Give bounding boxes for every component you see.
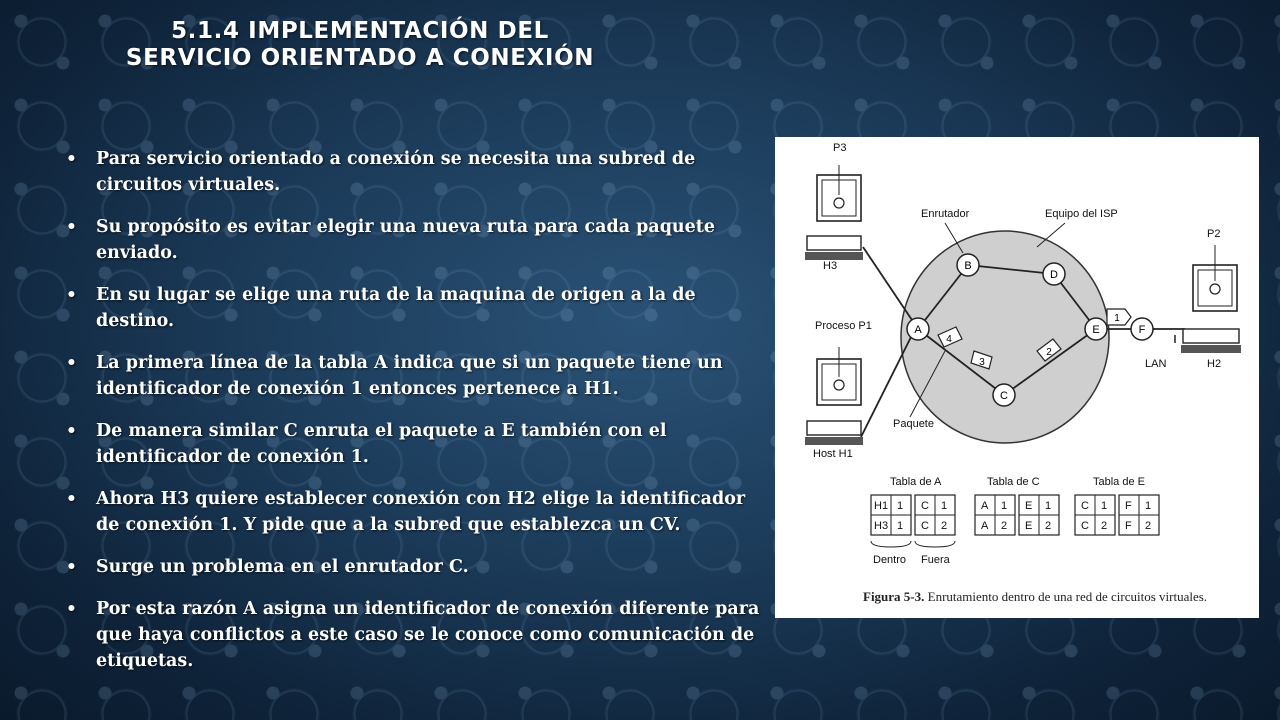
computer-p2 — [1181, 245, 1241, 353]
svg-text:4: 4 — [946, 334, 952, 345]
svg-text:Dentro: Dentro — [873, 554, 907, 566]
computer-p1 — [805, 347, 863, 445]
bullet-item: • Su propósito es evitar elegir una nueva ruta para cada paquete enviado. — [66, 217, 716, 263]
svg-text:Enrutador: Enrutador — [921, 208, 970, 220]
svg-text:Equipo del ISP: Equipo del ISP — [1045, 208, 1118, 220]
routing-tables — [871, 476, 1159, 566]
svg-text:1: 1 — [897, 520, 904, 532]
svg-text:E: E — [1025, 520, 1033, 532]
network-diagram — [775, 137, 1259, 618]
isp-cloud — [901, 231, 1109, 443]
figure-caption: Figura 5-3. Enrutamiento dentro de una red de circuitos virtuales. — [863, 589, 1208, 604]
router-f — [1131, 318, 1153, 340]
svg-text:Tabla de A: Tabla de A — [890, 476, 942, 488]
svg-text:1: 1 — [1145, 500, 1152, 512]
svg-text:P3: P3 — [833, 142, 847, 154]
svg-text:2: 2 — [1046, 347, 1052, 358]
svg-text:E: E — [1092, 324, 1100, 336]
svg-text:C: C — [1000, 390, 1008, 402]
router-a — [907, 318, 929, 340]
router-d — [1043, 263, 1065, 285]
svg-text:H3: H3 — [874, 520, 889, 532]
bullet-item: • Para servicio orientado a conexión se necesita una subred de circuitos virtuales. — [66, 149, 696, 195]
bullet-item: • Surge un problema en el enrutador C. — [66, 557, 469, 577]
bullet-item: • Ahora H3 quiere establecer conexión con H2 elige la identificador de conexión 1. Y pide que a la subred que establezca un CV. — [66, 489, 746, 535]
svg-text:Tabla de E: Tabla de E — [1093, 476, 1145, 488]
svg-text:LAN: LAN — [1145, 358, 1167, 370]
svg-text:A: A — [914, 324, 922, 336]
table-e — [1075, 476, 1159, 535]
svg-text:1: 1 — [1045, 500, 1052, 512]
svg-text:2: 2 — [1045, 520, 1052, 532]
svg-text:Fuera: Fuera — [921, 554, 950, 566]
title-line-1: 5.1.4 IMPLEMENTACIÓN DEL — [171, 18, 549, 44]
computer-p3 — [805, 165, 863, 260]
svg-text:1: 1 — [897, 500, 904, 512]
router-c — [993, 384, 1015, 406]
svg-text:E: E — [1025, 500, 1033, 512]
svg-text:H1: H1 — [874, 500, 889, 512]
svg-text:2: 2 — [941, 520, 948, 532]
svg-text:F: F — [1138, 324, 1146, 336]
svg-text:2: 2 — [1101, 520, 1108, 532]
svg-text:Paquete: Paquete — [893, 418, 934, 430]
svg-text:Proceso P1: Proceso P1 — [815, 320, 872, 332]
svg-text:B: B — [964, 260, 972, 272]
svg-text:D: D — [1050, 269, 1058, 281]
svg-text:P2: P2 — [1207, 228, 1221, 240]
svg-text:2: 2 — [1001, 520, 1008, 532]
svg-text:1: 1 — [941, 500, 948, 512]
svg-text:C: C — [921, 520, 929, 532]
svg-text:1: 1 — [1114, 313, 1120, 324]
router-b — [957, 254, 979, 276]
svg-text:2: 2 — [1145, 520, 1152, 532]
svg-text:C: C — [1081, 500, 1089, 512]
bullet-item: • De manera similar C enruta el paquete a E también con el identificador de conexión 1. — [66, 421, 667, 467]
table-a — [871, 476, 955, 566]
network-figure — [775, 137, 1259, 618]
bullet-list — [64, 146, 764, 690]
svg-text:A: A — [981, 520, 989, 532]
slide-title — [95, 18, 625, 72]
svg-text:A: A — [981, 500, 989, 512]
svg-text:H2: H2 — [1207, 358, 1222, 370]
svg-text:Host H1: Host H1 — [813, 448, 853, 460]
bullet-item: • En su lugar se elige una ruta de la maquina de origen a la de destino. — [66, 285, 696, 331]
svg-text:H3: H3 — [823, 260, 838, 272]
router-e — [1085, 318, 1107, 340]
packet-1 — [1107, 309, 1131, 325]
svg-text:Tabla de C: Tabla de C — [987, 476, 1040, 488]
bullet-item: • Por esta razón A asigna un identificador de conexión diferente para que haya conflictos a este caso se le conoce como comunicación de etiquetas. — [66, 599, 760, 671]
bullet-item: • La primera línea de la tabla A indica que si un paquete tiene un identificador de conexión 1 entonces pertenece a H1. — [66, 353, 723, 399]
table-c — [975, 476, 1059, 535]
svg-text:F: F — [1125, 520, 1132, 532]
svg-text:C: C — [921, 500, 929, 512]
svg-text:1: 1 — [1101, 500, 1108, 512]
svg-text:F: F — [1125, 500, 1132, 512]
svg-text:1: 1 — [1001, 500, 1008, 512]
title-line-2: SERVICIO ORIENTADO A CONEXIÓN — [125, 45, 595, 71]
svg-text:3: 3 — [979, 357, 985, 368]
svg-text:C: C — [1081, 520, 1089, 532]
